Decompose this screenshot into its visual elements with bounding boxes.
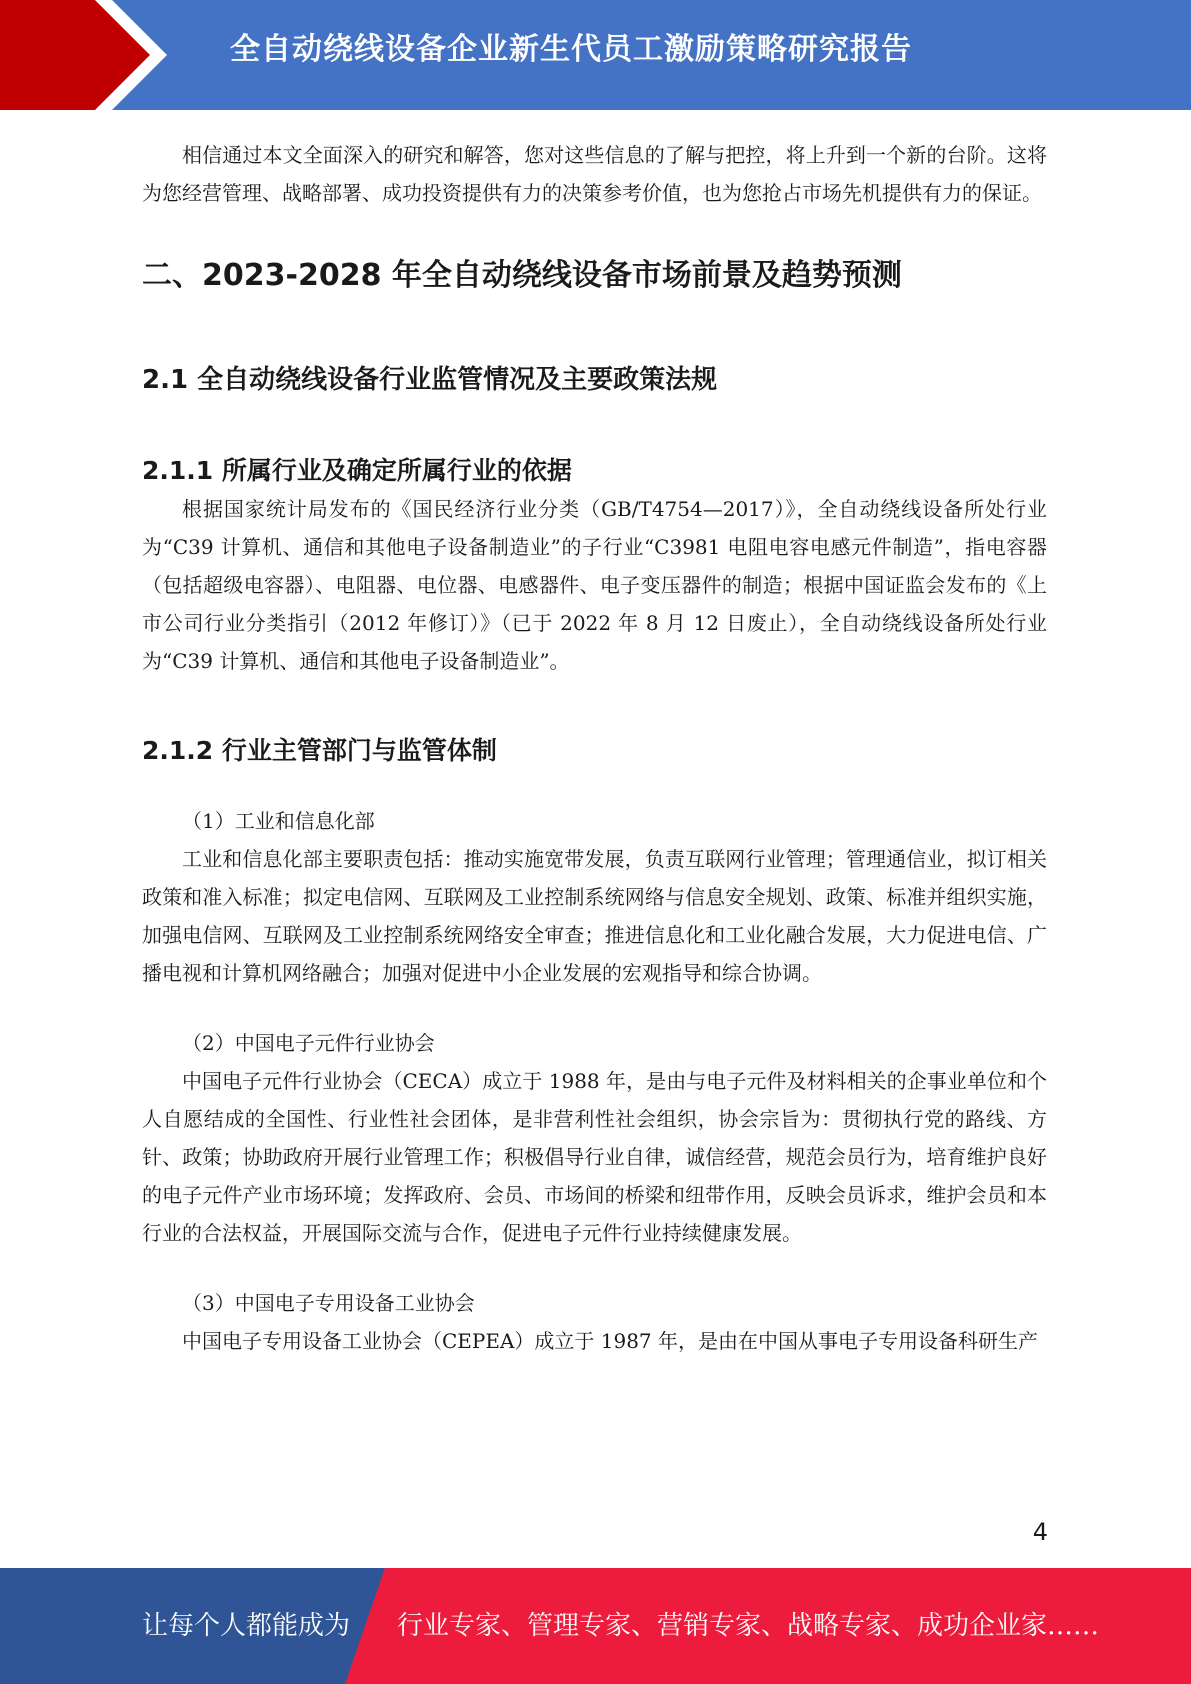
section-2-1-2-heading: 2.1.2 行业主管部门与监管体制 [142,736,497,765]
item-3-label: （3）中国电子专用设备工业协会 [182,1291,475,1315]
item-2-paragraph: 中国电子元件行业协会（CECA）成立于 1988 年，是由与电子元件及材料相关的企事业单位和个人自愿结成的全国性、行业性社会团体，是非营利性社会组织，协会宗旨为：贯彻执行党的路线、方针、政策；协助政府开展行业管理工作；积极倡导行业自律，诚信经营，规范会员行为，培育维护良好的电子元件产业市场环境；发挥政府、会员、市场间的桥梁和纽带作用，反映会员诉求，维护会员和本行业的合法权益，开展国际交流与合作，促进电子元件行业持续健康发展。 [142,1069,1047,1245]
page-header [0,0,1191,110]
section-2-1-heading: 2.1 全自动绕线设备行业监管情况及主要政策法规 [142,365,718,395]
document-body [142,136,1047,1360]
page-footer [0,1568,1191,1684]
section-2-1-1-heading: 2.1.1 所属行业及确定所属行业的依据 [142,456,572,485]
document-title: 全自动绕线设备企业新生代员工激励策略研究报告 [230,32,912,67]
intro-paragraph: 相信通过本文全面深入的研究和解答，您对这些信息的了解与把控，将上升到一个新的台阶。这将为您经营管理、战略部署、成功投资提供有力的决策参考价值，也为您抢占市场先机提供有力的保证。 [142,143,1047,205]
section-2-heading: 二、2023-2028 年全自动绕线设备市场前景及趋势预测 [142,258,902,293]
section-2-1-1-paragraph: 根据国家统计局发布的《国民经济行业分类（GB/T4754—2017）》，全自动绕线设备所处行业为“C39 计算机、通信和其他电子设备制造业”的子行业“C3981 电阻电容电感元件制造”，指电容器（包括超级电容器）、电阻器、电位器、电感器件、电子变压器件的制造；根据中国证监会发布的《上市公司行业分类指引（2012 年修订）》（已于 2022 年 8 月 12 日废止），全自动绕线设备所处行业为“C39 计算机、通信和其他电子设备制造业”。 [142,497,1047,673]
page-number: 4 [1032,1518,1048,1546]
item-1-label: （1）工业和信息化部 [182,809,375,833]
footer-slogan-left: 让每个人都能成为 [142,1611,351,1641]
item-3-paragraph: 中国电子专用设备工业协会（CEPEA）成立于 1987 年，是由在中国从事电子专用设备科研生产 [182,1329,1039,1353]
item-1-paragraph: 工业和信息化部主要职责包括：推动实施宽带发展，负责互联网行业管理；管理通信业，拟订相关政策和准入标准；拟定电信网、互联网及工业控制系统网络与信息安全规划、政策、标准并组织实施，加强电信网、互联网及工业控制系统网络安全审查；推进信息化和工业化融合发展，大力促进电信、广播电视和计算机网络融合；加强对促进中小企业发展的宏观指导和综合协调。 [142,847,1047,985]
item-2-label: （2）中国电子元件行业协会 [182,1031,435,1055]
footer-slogan-right: 行业专家、管理专家、营销专家、战略专家、成功企业家…… [397,1611,1100,1641]
